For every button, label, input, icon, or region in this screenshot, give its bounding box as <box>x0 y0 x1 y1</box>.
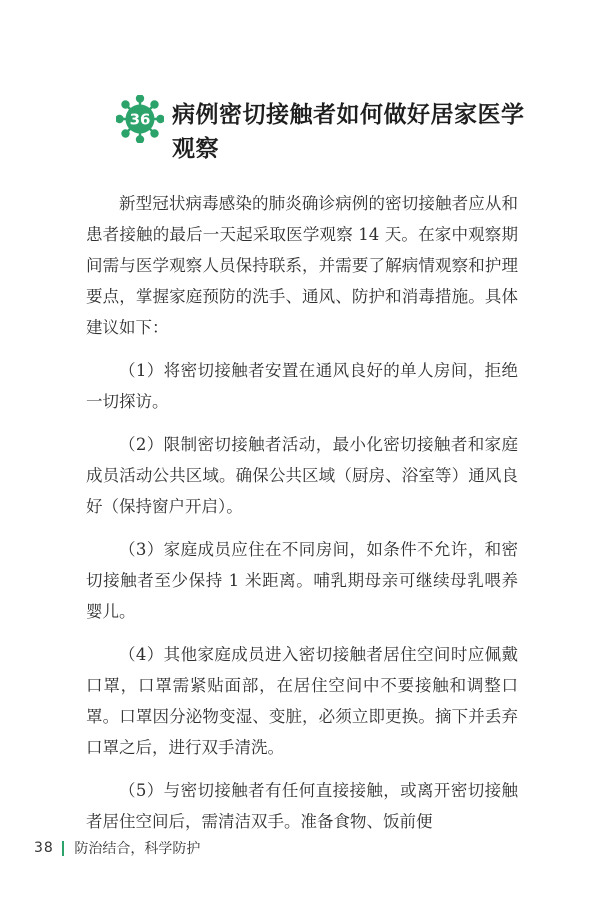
advice-item-2: （2）限制密切接触者活动，最小化密切接触者和家庭成员活动公共区域。确保公共区域（厨房、浴室等）通风良好（保持窗户开启）。 <box>86 435 518 516</box>
section-number: 36 <box>129 110 151 129</box>
advice-item-4: （4）其他家庭成员进入密切接触者居住空间时应佩戴口罩，口罩需紧贴面部，在居住空间中不要接触和调整口罩。口罩因分泌物变湿、变脏，必须立即更换。摘下并丢弃口罩之后，进行双手清洗。 <box>86 645 518 757</box>
virus-number-badge-icon <box>116 95 164 143</box>
page-number: 38 <box>34 840 54 856</box>
advice-item-3: （3）家庭成员应住在不同房间，如条件不允许，和密切接触者至少保持 1 米距离。哺乳期母亲可继续母乳喂养婴儿。 <box>86 540 518 621</box>
body-text <box>86 188 518 849</box>
advice-item-1: （1）将密切接触者安置在通风良好的单人房间，拒绝一切探访。 <box>86 361 518 411</box>
page-footer <box>34 838 200 858</box>
intro-paragraph: 新型冠状病毒感染的肺炎确诊病例的密切接触者应从和患者接触的最后一天起采取医学观察 14 天。在家中观察期间需与医学观察人员保持联系，并需要了解病情观察和护理要点，掌握家庭预防的洗手、通风、防护和消毒措施。具体建议如下： <box>86 194 518 337</box>
book-title: 防治结合，科学防护 <box>74 841 201 857</box>
section-title: 病例密切接触者如何做好居家医学观察 <box>172 102 525 162</box>
footer-divider <box>62 841 65 856</box>
advice-item-5: （5）与密切接触者有任何直接接触，或离开密切接触者居住空间后，需清洁双手。准备食物、饭前便 <box>86 781 518 831</box>
